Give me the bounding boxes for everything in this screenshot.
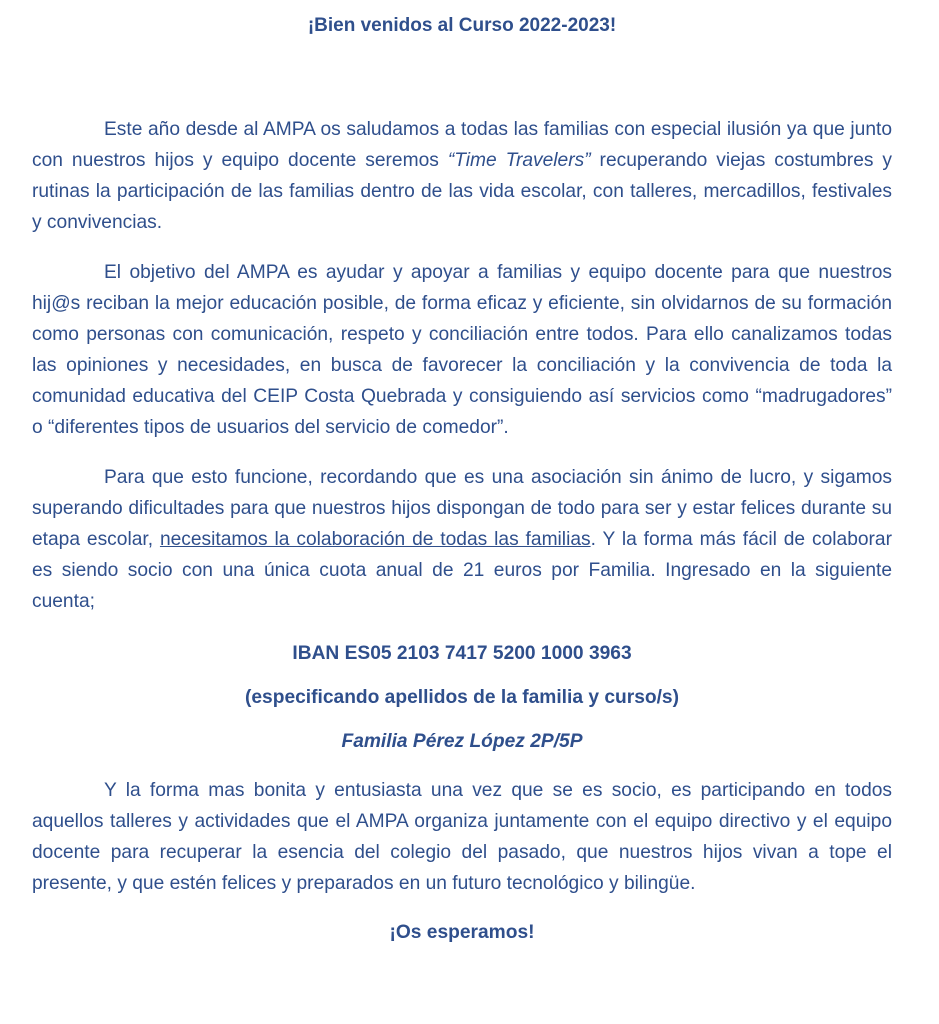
specify-instructions: (especificando apellidos de la familia y curso/s)	[245, 687, 679, 708]
paragraph-participation: Y la forma mas bonita y entusiasta una vez que se es socio, es participando en todos aquellos talleres y actividades que el AMPA organiza juntamente con el equipo directivo y el equipo docente para recuperar la esencia del colegio del pasado, que nuestros hijos vivan a tope el presente, y que estén felices y preparados en un futuro tecnológico y bilingüe.	[32, 780, 892, 894]
paragraph-collaboration-text-b: . Y la forma más fácil de colaborar es siendo socio con una única cuota anual de 21 euros por Familia. Ingresado en la siguiente cuenta;	[32, 529, 892, 612]
family-example: Familia Pérez López 2P/5P	[341, 731, 583, 752]
iban-line: IBAN ES05 2103 7417 5200 1000 3963	[292, 643, 632, 664]
collaboration-underlined-phrase: necesitamos la colaboración de todas las familias	[159, 529, 591, 550]
paragraph-welcome	[32, 114, 892, 238]
paragraph-welcome-text-a: Este año desde al AMPA os saludamos a todas las familias con especial ilusión ya que junto con nuestros hijos y equipo docente seremos	[32, 119, 892, 171]
document-body	[32, 12, 892, 947]
paragraph-welcome-text-b: recuperando viejas costumbres y rutinas la participación de las familias dentro de las vida escolar, con talleres, mercadillos, festivales y convivencias.	[32, 150, 893, 233]
paragraph-collaboration	[32, 462, 892, 617]
paragraph-objective: El objetivo del AMPA es ayudar y apoyar a familias y equipo docente para que nuestros hij@s reciban la mejor educación posible, de forma eficaz y eficiente, sin olvidarnos de su formación como personas con comunicación, respeto y conciliación entre todos. Para ello canalizamos todas las opiniones y necesidades, en busca de favorecer la conciliación y la convivencia de toda la comunidad educativa del CEIP Costa Quebrada y consiguiendo así servicios como “madrugadores” o “diferentes tipos de usuarios del servicio de comedor”.	[32, 262, 892, 438]
paragraph-collaboration-text-a: Para que esto funcione, recordando que es una asociación sin ánimo de lucro, y sigamos superando dificultades para que nuestros hijos dispongan de todo para ser y estar felices durante su etapa escolar,	[32, 467, 892, 550]
document-title: ¡Bien venidos al Curso 2022-2023!	[307, 15, 617, 36]
closing-line: ¡Os esperamos!	[389, 922, 535, 943]
time-travelers-phrase: “Time Travelers”	[447, 150, 591, 171]
